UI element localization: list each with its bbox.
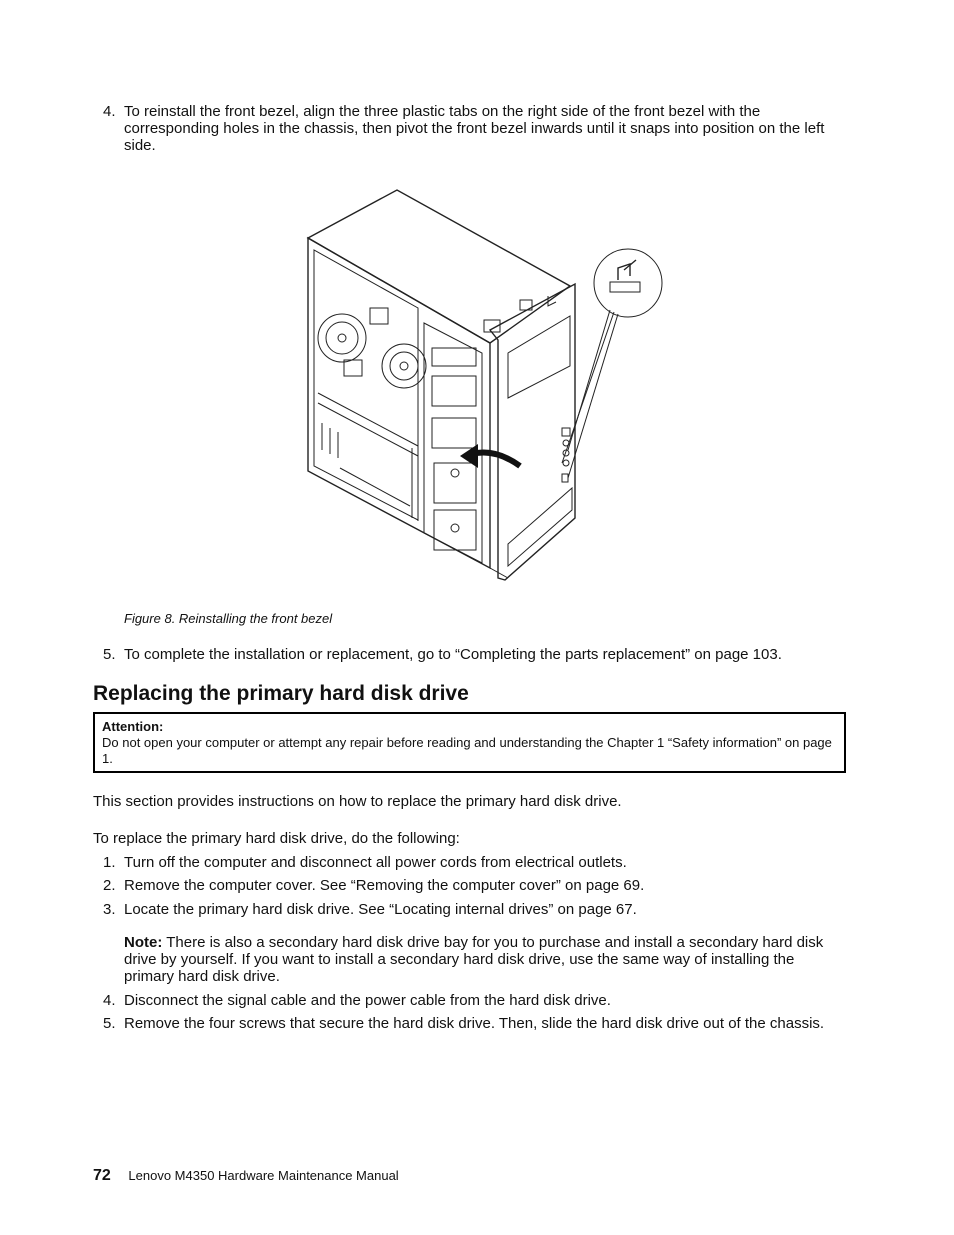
- step-text: Turn off the computer and disconnect all power cords from electrical outlets.: [124, 854, 627, 871]
- step-number: 4.: [103, 103, 116, 120]
- attention-box: [93, 712, 846, 773]
- step-number: 1.: [103, 854, 116, 871]
- hdd-step-1: [103, 854, 848, 871]
- manual-title: Lenovo M4350 Hardware Maintenance Manual: [128, 1168, 399, 1183]
- step-number: 4.: [103, 992, 116, 1009]
- attention-label: Attention:: [102, 719, 164, 734]
- page-number: 72: [93, 1167, 111, 1184]
- hdd-step-4: [103, 992, 848, 1009]
- step-5-complete: [103, 646, 848, 663]
- lead-paragraph: To replace the primary hard disk drive, do the following:: [93, 830, 460, 847]
- step-text: Disconnect the signal cable and the power cable from the hard disk drive.: [124, 992, 611, 1009]
- figure-caption: Figure 8. Reinstalling the front bezel: [124, 611, 333, 626]
- step-number: 5.: [103, 646, 116, 663]
- note-text: There is also a secondary hard disk drive bay for you to purchase and install a secondary hard disk drive by yourself. If you want to install a secondary hard disk drive, use the same way of installing the primary hard disk drive.: [124, 934, 824, 985]
- step-number: 3.: [103, 901, 116, 918]
- attention-text: Do not open your computer or attempt any repair before reading and understanding the Chapter 1 “Safety information” on page 1.: [102, 735, 832, 766]
- page-footer: [93, 1167, 399, 1185]
- hdd-step-3: [103, 901, 848, 918]
- step-text: To reinstall the front bezel, align the three plastic tabs on the right side of the front bezel with the corresponding holes in the chassis, then pivot the front bezel inwards until it snaps into position on the left side.: [124, 103, 825, 154]
- section-heading: Replacing the primary hard disk drive: [93, 682, 469, 705]
- step-text: To complete the installation or replacement, go to “Completing the parts replacement” on page 103.: [124, 646, 782, 663]
- step-text: Locate the primary hard disk drive. See “Locating internal drives” on page 67.: [124, 901, 637, 918]
- intro-paragraph: This section provides instructions on how to replace the primary hard disk drive.: [93, 793, 622, 810]
- step-text: Remove the four screws that secure the hard disk drive. Then, slide the hard disk drive out of the chassis.: [124, 1015, 825, 1032]
- hdd-step-2: [103, 877, 848, 894]
- front-bezel-illustration: [300, 188, 665, 590]
- step-4-reinstall: [103, 103, 848, 154]
- step-number: 2.: [103, 877, 116, 894]
- step-number: 5.: [103, 1015, 116, 1032]
- note-paragraph: [124, 934, 844, 985]
- hdd-step-5: [103, 1015, 863, 1032]
- note-label: Note:: [124, 934, 163, 951]
- step-text: Remove the computer cover. See “Removing the computer cover” on page 69.: [124, 877, 645, 894]
